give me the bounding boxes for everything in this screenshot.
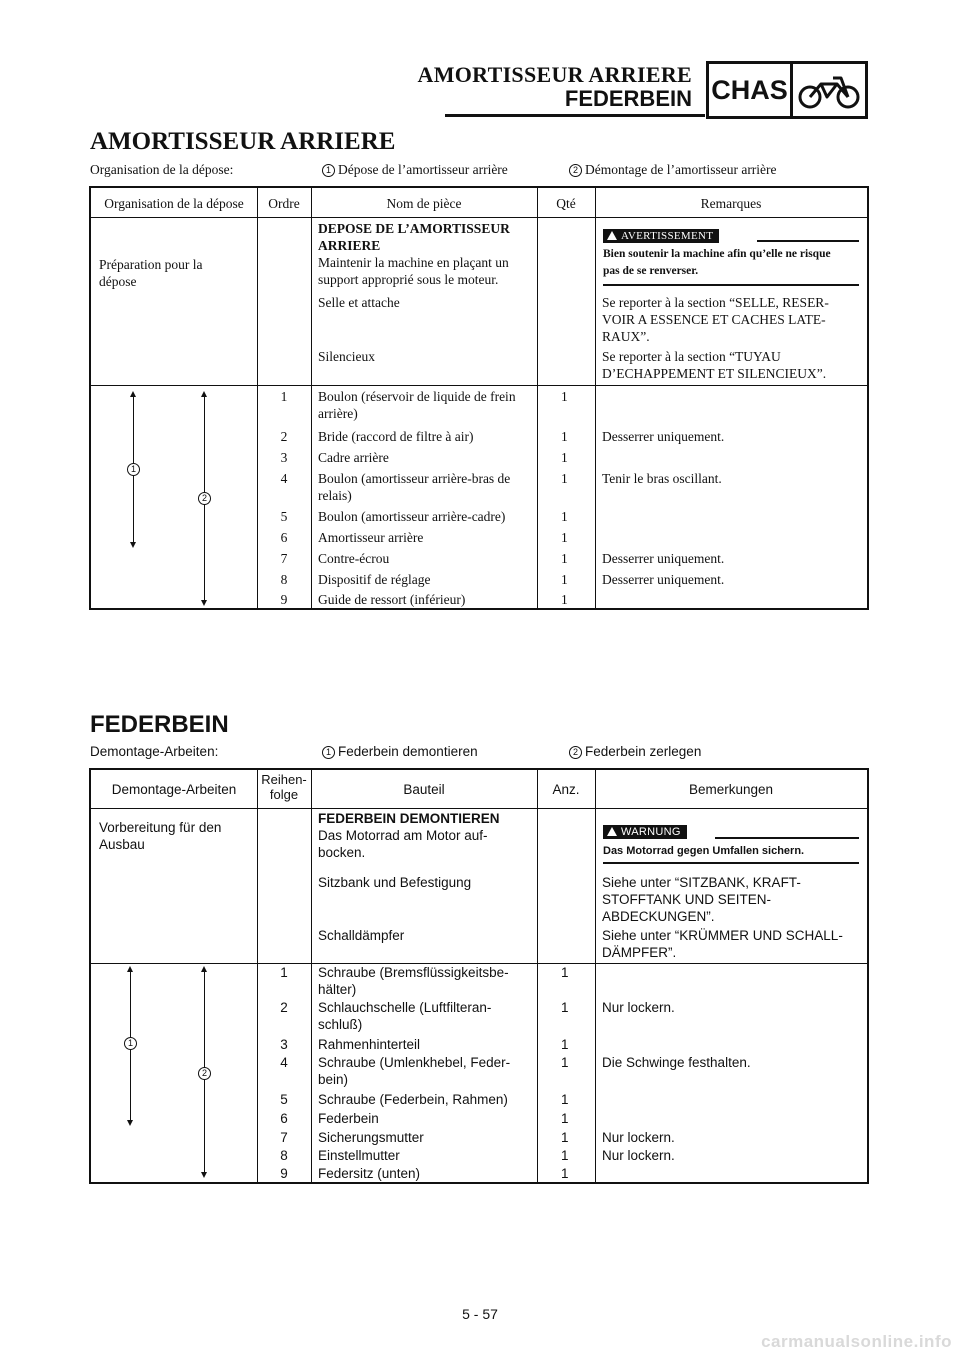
arrow-down-icon [127, 1120, 133, 1126]
prep-name-1: Maintenir la machine en plaçant un support approprié sous le moteur. [318, 255, 509, 287]
warning-rule [603, 284, 859, 286]
warning-rule [603, 862, 859, 864]
arrow-label-1: 1 [127, 463, 140, 476]
prep-label: Vorbereitung für den Ausbau [99, 820, 222, 852]
col-header-bauteil: Bauteil [403, 782, 445, 797]
warning-text: Bien soutenir la machine afin qu’elle ne risque pas de se renverser. [603, 248, 831, 277]
col-divider [595, 770, 596, 1182]
warning-icon [607, 231, 617, 240]
arrow-label-1: 1 [124, 1037, 137, 1050]
col-header-remarques: Remarques [700, 196, 762, 211]
col-divider [595, 188, 596, 608]
arrow-label-2: 2 [198, 1067, 211, 1080]
prep-name-3: Silencieux [318, 349, 375, 364]
step-number-1: 1 [322, 164, 335, 177]
col-header-anz: Anz. [552, 782, 580, 797]
col-divider [537, 188, 538, 608]
warning-badge: AVERTISSEMENT [603, 229, 719, 243]
org-step-1 [322, 162, 508, 178]
col-divider [311, 770, 312, 1182]
chapter-badge [706, 61, 868, 119]
org-step-2-text: Federbein zerlegen [585, 744, 702, 759]
prep-remark-2: Se reporter à la section “SELLE, RESER- VOIR A ESSENCE ET CACHES LATE- RAUX”. [602, 295, 829, 344]
prep-name-2: Sitzbank und Befestigung [318, 875, 472, 890]
col-header-bemerkungen: Bemerkungen [688, 782, 774, 797]
org-step-1 [322, 744, 478, 759]
step-number-2: 2 [569, 164, 582, 177]
table-fr: Organisation de la dépose Ordre Nom de pièce Qté Remarques Préparation pour la dépose DEPOSE DE L’AMORTISSEUR ARRIERE Maintenir la machine en plaçant un support approprié sous le moteur. AVERTISSEMENT Bien soutenir la machine afin qu’elle ne risque pas de se renverser. Selle et attache Se reporter à la section “SELLE, RESER- VOIR A ESSENCE ET CACHES LATE- RAUX”. Silencieux Se reporter à la section “TUYAU D’ECHAPPEMENT ET SILENCIEUX”. 1 2 1 Boulon (réservoir de liquide de frein arrière) 1 2 Bride (raccord de filtre à air) 1 Desserrer uniquement. 3 Cadre arrière 1 4 Boulon (amortisseur arrière-bras de relais) 1 Tenir le bras oscillant. 5 Boulon (amortisseur arrière-cadre) 1 6 Amortisseur arrière 1 7 Contre-écrou 1 Desserrer uniquement. 8 Dispositif de réglage 1 Desserrer uniquement. 9 Guide de ressort (inférieur) 1 [89, 186, 869, 610]
page-number: 5 - 57 [462, 1306, 498, 1322]
prep-name-3: Schalldämpfer [318, 928, 405, 943]
col-header-nom: Nom de pièce [386, 196, 462, 211]
motorcycle-icon [793, 64, 865, 116]
org-step-2 [569, 162, 777, 178]
org-step-2 [569, 744, 701, 759]
header-title-fr: AMORTISSEUR ARRIERE [417, 62, 692, 87]
warning-text: Das Motorrad gegen Umfallen sichern. [603, 845, 805, 857]
arrow-label-2: 2 [198, 492, 211, 505]
prep-heading: FEDERBEIN DEMONTIEREN [318, 811, 500, 826]
warning-rule [715, 837, 859, 839]
warning-icon [607, 827, 617, 836]
warning-rule [757, 240, 859, 242]
header-title-de: FEDERBEIN [564, 86, 692, 111]
prep-name-1: Das Motorrad am Motor auf- bocken. [318, 828, 488, 860]
prep-name-2: Selle et attache [318, 295, 400, 310]
warning-badge: WARNUNG [603, 825, 687, 839]
prep-heading: DEPOSE DE L’AMORTISSEUR ARRIERE [318, 221, 510, 253]
prep-remark-3: Se reporter à la section “TUYAU D’ECHAPPEMENT ET SILENCIEUX”. [602, 349, 827, 381]
step-number-2: 2 [569, 746, 582, 759]
prep-label: Préparation pour la dépose [99, 257, 203, 289]
org-step-1-text: Federbein demontieren [338, 744, 478, 759]
prep-remark-2: Siehe unter “SITZBANK, KRAFT- STOFFTANK UND SEITEN- ABDECKUNGEN”. [602, 875, 801, 924]
arrow-down-icon [201, 600, 207, 606]
col-header-organisation: Organisation de la dépose [104, 196, 244, 211]
step-number-1: 1 [322, 746, 335, 759]
org-step-2-text: Démontage de l’amortisseur arrière [585, 162, 777, 177]
col-divider [537, 770, 538, 1182]
arrow-down-icon [201, 1172, 207, 1178]
prep-remark-3: Siehe unter “KRÜMMER UND SCHALL- DÄMPFER”. [602, 928, 843, 960]
org-step-1-text: Dépose de l’amortisseur arrière [338, 162, 508, 177]
table-de: Demontage-Arbeiten Reihen- folge Bauteil Anz. Bemerkungen Vorbereitung für den Ausbau FEDERBEIN DEMONTIEREN Das Motorrad am Motor auf- bocken. WARNUNG Das Motorrad gegen Umfallen sichern. Sitzbank und Befestigung Siehe unter “SITZBANK, KRAFT- STOFFTANK UND SEITEN- ABDECKUNGEN”. Schalldämpfer Siehe unter “KRÜMMER UND SCHALL- DÄMPFER”. 1 2 1 Schraube (Bremsflüssigkeitsbe- hälter) 1 2 Schlauchschelle (Luftfilteran- schluß) 1 Nur lockern. 3 Rahmenhinterteil 1 4 Schraube (Umlenkhebel, Feder- bein) 1 Die Schwinge festhalten. 5 Schraube (Federbein, Rahmen) 1 6 Federbein 1 7 Sicherungsmutter 1 Nur lockern. 8 Einstellmutter 1 Nur lockern. 9 Federsitz (unten) 1 [89, 768, 869, 1184]
col-divider [311, 188, 312, 608]
section-title-fr: AMORTISSEUR ARRIERE [90, 128, 396, 155]
row-divider [91, 217, 867, 218]
col-header-reihenfolge: Reihen- folge [261, 772, 307, 802]
org-label: Organisation de la dépose: [90, 162, 234, 177]
col-header-qte: Qté [556, 196, 576, 211]
col-header-arbeiten: Demontage-Arbeiten [111, 782, 237, 797]
row-divider [91, 808, 867, 809]
arrow-down-icon [130, 542, 136, 548]
chapter-badge-label: CHAS [709, 64, 793, 116]
header-rule [445, 114, 705, 117]
org-label: Demontage-Arbeiten: [90, 744, 219, 759]
watermark: carmanualsonline.info [761, 1332, 952, 1351]
row-divider [91, 385, 867, 386]
section-title-de: FEDERBEIN [90, 711, 229, 738]
col-header-ordre: Ordre [268, 196, 300, 211]
